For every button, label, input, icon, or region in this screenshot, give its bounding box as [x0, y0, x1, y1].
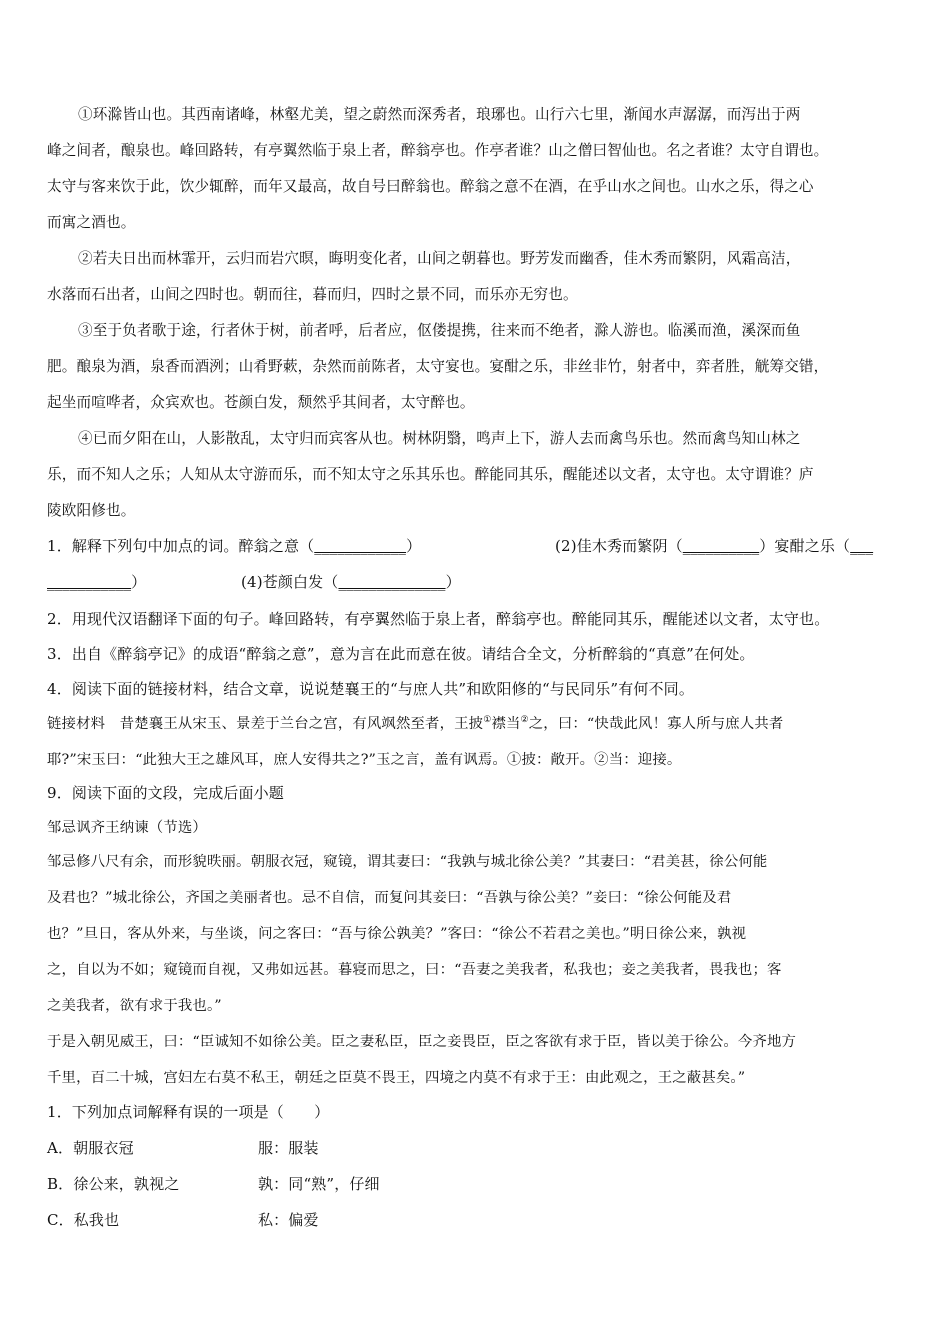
answer-blank-1: ____________	[314, 537, 407, 555]
answer-blank-3-start: ___	[850, 537, 874, 555]
question-1-part-4	[241, 571, 461, 592]
footnote-mark-2: ②	[520, 715, 529, 726]
paragraph-4-line-1: ④已而夕阳在山，人影散乱，太守归而宾客从也。树林阴翳，鸣声上下，游人去而禽鸟乐也。然而禽鸟知山林之	[78, 430, 801, 447]
paragraph-1-line-4: 而寓之酒也。	[47, 214, 136, 231]
question-1-item-3: ）宴酣之乐（	[759, 537, 851, 555]
paragraph-1-line-1: ①环滁皆山也。其西南诸峰，林壑尤美，望之蔚然而深秀者，琅琊也。山行六七里，渐闻水声潺潺，而泻出于两	[78, 106, 801, 123]
question-1-item-4-close: ）	[445, 573, 461, 591]
passage-2-line-6: 于是入朝见威王，曰：“臣诚知不如徐公美。臣之妻私臣，臣之妾畏臣，臣之客欲有求于臣，皆以美于徐公。今齐地方	[47, 1034, 797, 1050]
footnote-mark-1: ①	[483, 715, 492, 726]
passage-2-line-3: 也？”旦日，客从外来，与坐谈，问之客曰：“吾与徐公孰美？”客曰：“徐公不若君之美也。”明日徐公来，孰视	[47, 926, 747, 942]
question-9: 9．阅读下面的文段，完成后面小题	[47, 784, 284, 802]
question-1-part-2	[555, 535, 873, 556]
link-material-text-a: 链接材料 昔楚襄王从宋玉、景差于兰台之宫，有风飒然至者，王披	[47, 716, 484, 732]
paragraph-1-line-2: 峰之间者，酿泉也。峰回路转，有亭翼然临于泉上者，醉翁亭也。作亭者谁？山之僧曰智仙也。名之者谁？太守自谓也。	[47, 142, 829, 159]
option-c-label: C．私我也	[47, 1211, 120, 1229]
passage-2-title: 邹忌讽齐王纳谏（节选）	[47, 820, 207, 836]
link-material-line-1	[47, 712, 783, 733]
paragraph-4-line-3: 陵欧阳修也。	[47, 502, 136, 519]
question-1-part-1	[47, 535, 421, 556]
question-1-close: ）	[406, 537, 422, 555]
question-3: 3．出自《醉翁亭记》的成语“醉翁之意”，意为言在此而意在彼。请结合全文，分析醉翁的“真意”在何处。	[47, 645, 755, 663]
subquestion-1-stem: 1．下列加点词解释有误的一项是（ ）	[47, 1103, 330, 1121]
passage-2-line-7: 千里，百二十城，宫妇左右莫不私王，朝廷之臣莫不畏王，四境之内莫不有求于王：由此观之，王之蔽甚矣。”	[47, 1070, 746, 1086]
paragraph-2-line-2: 水落而石出者，山间之四时也。朝而往，暮而归，四时之景不同，而乐亦无穷也。	[47, 286, 578, 303]
question-1-item-4: (4)苍颜白发（	[241, 573, 339, 591]
paragraph-4-line-2: 乐，而不知人之乐；人知从太守游而乐，而不知太守之乐其乐也。醉能同其乐，醒能述以文者，太守也。太守谓谁？庐	[47, 466, 814, 483]
question-1-item-2: (2)佳木秀而繁阴（	[555, 537, 683, 555]
paragraph-1-line-3: 太守与客来饮于此，饮少辄醉，而年又最高，故自号曰醉翁也。醉翁之意不在酒，在乎山水之间也。山水之乐，得之心	[47, 178, 814, 195]
option-b-gloss: 孰：同“熟”，仔细	[258, 1175, 380, 1193]
paragraph-2-line-1: ②若夫日出而林霏开，云归而岩穴暝，晦明变化者，山间之朝暮也。野芳发而幽香，佳木秀而繁阴，风霜高洁，	[78, 250, 801, 267]
passage-2-line-2: 及君也？”城北徐公，齐国之美丽者也。忌不自信，而复问其妾曰：“吾孰与徐公美？”妾曰：“徐公何能及君	[47, 890, 732, 906]
question-1-text: 1．解释下列句中加点的词。醉翁之意（	[47, 537, 315, 555]
answer-blank-4: ______________	[338, 573, 446, 591]
question-4: 4．阅读下面的链接材料，结合文章，说说楚襄王的“与庶人共”和欧阳修的“与民同乐”有何不同。	[47, 680, 694, 698]
option-c-gloss: 私：偏爱	[258, 1211, 319, 1229]
passage-2-line-5: 之美我者，欲有求于我也。”	[47, 998, 222, 1014]
passage-2-line-4: 之，自以为不如；窥镜而自视，又弗如远甚。暮寝而思之，曰：“吾妻之美我者，私我也；妾之美我者，畏我也；客	[47, 962, 782, 978]
question-1-item-3-close: ）	[131, 573, 147, 591]
paragraph-3-line-3: 起坐而喧哗者，众宾欢也。苍颜白发，颓然乎其间者，太守醉也。	[47, 394, 475, 411]
answer-blank-2: __________	[682, 537, 760, 555]
question-2: 2．用现代汉语翻译下面的句子。峰回路转，有亭翼然临于泉上者，醉翁亭也。醉能同其乐，醒能述以文者，太守也。	[47, 610, 830, 628]
answer-blank-3-end: ___________	[47, 573, 132, 591]
paragraph-3-line-2: 肥。酿泉为酒，泉香而酒洌；山肴野蔌，杂然而前陈者，太守宴也。宴酣之乐，非丝非竹，射者中，弈者胜，觥筹交错，	[47, 358, 829, 375]
link-material-text-c: 之，曰：“快哉此风！寡人所与庶人共者	[528, 716, 784, 732]
link-material-text-b: 襟当	[491, 716, 521, 732]
paragraph-3-line-1: ③至于负者歌于途，行者休于树，前者呼，后者应，伛偻提携，往来而不绝者，滁人游也。临溪而渔，溪深而鱼	[78, 322, 801, 339]
question-1-part-3	[47, 571, 146, 592]
option-a-label: A．朝服衣冠	[47, 1139, 134, 1157]
option-b-label: B．徐公来，孰视之	[47, 1175, 180, 1193]
option-a-gloss: 服：服装	[258, 1139, 319, 1157]
link-material-line-2: 耶?”宋玉曰：“此独大王之雄风耳，庶人安得共之?”玉之言，盖有讽焉。①披：敞开。②当：迎接。	[47, 752, 682, 768]
passage-2-line-1: 邹忌修八尺有余，而形貌昳丽。朝服衣冠，窥镜，谓其妻曰：“我孰与城北徐公美？”其妻曰：“君美甚，徐公何能	[47, 854, 768, 870]
